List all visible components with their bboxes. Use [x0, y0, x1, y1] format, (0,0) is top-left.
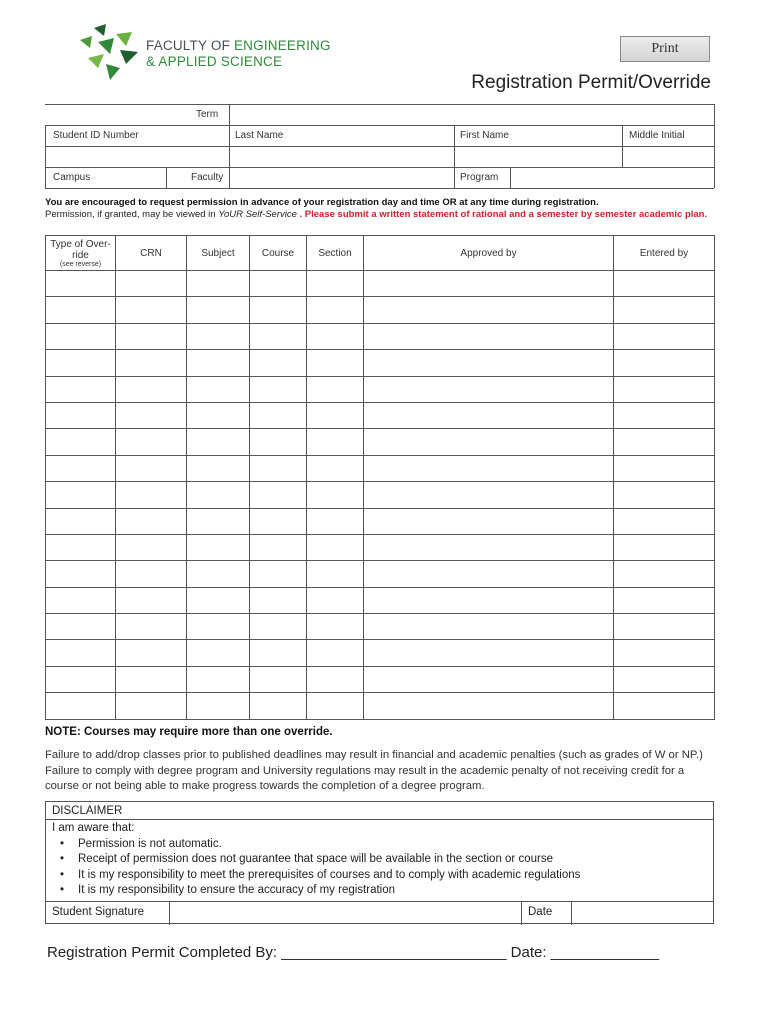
table-cell-input[interactable] — [307, 640, 364, 666]
table-cell-input[interactable] — [307, 587, 364, 613]
table-cell-input[interactable] — [364, 614, 614, 640]
table-cell-input[interactable] — [250, 561, 307, 587]
table-cell-input[interactable] — [364, 402, 614, 428]
table-row — [46, 350, 715, 376]
completed-by-line: Registration Permit Completed By: ___________________________ Date: _____________ — [47, 944, 660, 961]
table-cell-input[interactable] — [116, 271, 187, 297]
table-row — [46, 534, 715, 560]
table-cell-input[interactable] — [250, 693, 307, 719]
table-cell-input[interactable] — [307, 376, 364, 402]
table-cell-input[interactable] — [46, 350, 116, 376]
table-cell-input[interactable] — [116, 297, 187, 323]
table-cell-input[interactable] — [614, 455, 715, 481]
table-cell-input[interactable] — [307, 402, 364, 428]
table-cell-input[interactable] — [187, 350, 250, 376]
table-cell-input[interactable] — [307, 271, 364, 297]
table-row — [46, 587, 715, 613]
table-cell-input[interactable] — [187, 402, 250, 428]
table-cell-input[interactable] — [364, 587, 614, 613]
table-cell-input[interactable] — [46, 614, 116, 640]
table-cell-input[interactable] — [614, 666, 715, 692]
table-cell-input[interactable] — [307, 455, 364, 481]
faculty-label: Faculty — [191, 172, 224, 183]
table-cell-input[interactable] — [364, 640, 614, 666]
table-cell-input[interactable] — [250, 482, 307, 508]
table-cell-input[interactable] — [364, 666, 614, 692]
table-cell-input[interactable] — [187, 693, 250, 719]
table-cell-input[interactable] — [307, 350, 364, 376]
table-cell-input[interactable] — [307, 534, 364, 560]
table-row — [46, 693, 715, 719]
table-cell-input[interactable] — [116, 640, 187, 666]
table-cell-input[interactable] — [307, 508, 364, 534]
permission-notice — [45, 197, 715, 221]
table-cell-input[interactable] — [187, 429, 250, 455]
table-cell-input[interactable] — [116, 693, 187, 719]
table-cell-input[interactable] — [364, 534, 614, 560]
table-cell-input[interactable] — [46, 376, 116, 402]
table-cell-input[interactable] — [46, 587, 116, 613]
table-cell-input[interactable] — [614, 271, 715, 297]
table-cell-input[interactable] — [46, 482, 116, 508]
table-cell-input[interactable] — [187, 455, 250, 481]
date-label: Date — [522, 902, 572, 925]
table-row — [46, 508, 715, 534]
notice-bold-line: You are encouraged to request permission in advance of your registration day and time OR at any time during registration. — [45, 197, 599, 208]
table-cell-input[interactable] — [116, 534, 187, 560]
student-signature-label: Student Signature — [46, 902, 170, 925]
table-cell-input[interactable] — [116, 614, 187, 640]
term-label: Term — [196, 109, 219, 120]
disclaimer-item: • It is my responsibility to meet the prerequisites of courses and to comply with academic regulations — [58, 868, 580, 884]
signature-row — [46, 901, 713, 924]
table-cell-input[interactable] — [250, 508, 307, 534]
table-cell-input[interactable] — [116, 482, 187, 508]
table-row — [46, 323, 715, 349]
table-row — [46, 429, 715, 455]
table-cell-input[interactable] — [46, 508, 116, 534]
table-cell-input[interactable] — [614, 482, 715, 508]
table-cell-input[interactable] — [364, 271, 614, 297]
table-cell-input[interactable] — [187, 587, 250, 613]
table-cell-input[interactable] — [307, 614, 364, 640]
table-cell-input[interactable] — [116, 402, 187, 428]
table-cell-input[interactable] — [614, 376, 715, 402]
table-cell-input[interactable] — [250, 666, 307, 692]
col-header-crn: CRN — [116, 236, 187, 271]
table-cell-input[interactable] — [364, 350, 614, 376]
table-cell-input[interactable] — [187, 508, 250, 534]
table-cell-input[interactable] — [614, 350, 715, 376]
failure-warning: Failure to add/drop classes prior to published deadlines may result in financial and academic penalties (such as grades of W or NP.) Failure to comply with degree program and University regulations may result in the academic penalty of not receiving credit for a course or not being able to make progress towards the completion of a degree program. — [45, 749, 703, 792]
first-name-input[interactable] — [455, 147, 622, 167]
first-name-label: First Name — [460, 130, 509, 141]
type-header-sub: (see reverse) — [59, 260, 102, 268]
table-cell-input[interactable] — [250, 402, 307, 428]
table-cell-input[interactable] — [46, 640, 116, 666]
student-id-label: Student ID Number — [53, 130, 139, 141]
table-cell-input[interactable] — [187, 534, 250, 560]
table-cell-input[interactable] — [46, 297, 116, 323]
table-cell-input[interactable] — [116, 561, 187, 587]
disclaimer-title: DISCLAIMER — [46, 802, 713, 820]
faculty-input[interactable] — [230, 168, 454, 188]
table-cell-input[interactable] — [250, 376, 307, 402]
table-cell-input[interactable] — [250, 455, 307, 481]
table-cell-input[interactable] — [250, 429, 307, 455]
table-cell-input[interactable] — [187, 376, 250, 402]
table-cell-input[interactable] — [187, 482, 250, 508]
notice-red-text: . Please submit a written statement of rational and a semester by semester academic plan. — [296, 209, 708, 220]
table-cell-input[interactable] — [614, 323, 715, 349]
table-cell-input[interactable] — [364, 508, 614, 534]
self-service-text: YoUR Self-Service — [218, 209, 297, 220]
table-row — [46, 561, 715, 587]
term-input[interactable] — [230, 105, 714, 125]
faculty-line1-highlight: ENGINEERING — [233, 38, 331, 53]
table-cell-input[interactable] — [116, 323, 187, 349]
faculty-line2: & APPLIED SCIENCE — [146, 54, 283, 69]
table-cell-input[interactable] — [250, 297, 307, 323]
table-cell-input[interactable] — [46, 561, 116, 587]
table-cell-input[interactable] — [250, 640, 307, 666]
table-row — [46, 455, 715, 481]
page-title: Registration Permit/Override — [471, 72, 711, 93]
table-header-row — [46, 236, 715, 271]
table-row — [46, 297, 715, 323]
table-cell-input[interactable] — [187, 323, 250, 349]
table-cell-input[interactable] — [187, 561, 250, 587]
disclaimer-item: • Receipt of permission does not guarantee that space will be available in the section or course — [58, 852, 580, 868]
table-cell-input[interactable] — [116, 429, 187, 455]
student-id-input[interactable] — [46, 147, 229, 167]
disclaimer-body — [52, 821, 580, 899]
table-cell-input[interactable] — [614, 693, 715, 719]
disclaimer-box — [45, 801, 714, 924]
type-header-text: Type of Over-ride — [50, 238, 111, 261]
table-cell-input[interactable] — [46, 323, 116, 349]
table-cell-input[interactable] — [46, 429, 116, 455]
table-cell-input[interactable] — [46, 271, 116, 297]
last-name-input[interactable] — [230, 147, 454, 167]
col-header-section: Section — [307, 236, 364, 271]
table-cell-input[interactable] — [250, 534, 307, 560]
table-cell-input[interactable] — [187, 271, 250, 297]
table-cell-input[interactable] — [614, 297, 715, 323]
table-cell-input[interactable] — [250, 323, 307, 349]
table-row — [46, 640, 715, 666]
table-cell-input[interactable] — [614, 402, 715, 428]
table-cell-input[interactable] — [364, 561, 614, 587]
col-header-subject: Subject — [187, 236, 250, 271]
campus-input[interactable] — [110, 168, 166, 188]
table-cell-input[interactable] — [307, 297, 364, 323]
table-cell-input[interactable] — [46, 534, 116, 560]
program-input[interactable] — [511, 168, 714, 188]
table-cell-input[interactable] — [364, 376, 614, 402]
table-cell-input[interactable] — [364, 323, 614, 349]
col-header-type — [46, 236, 116, 271]
table-cell-input[interactable] — [614, 561, 715, 587]
faculty-name — [146, 38, 331, 70]
table-cell-input[interactable] — [614, 429, 715, 455]
table-cell-input[interactable] — [614, 534, 715, 560]
table-cell-input[interactable] — [116, 350, 187, 376]
middle-initial-label: Middle Initial — [629, 130, 685, 141]
table-cell-input[interactable] — [364, 482, 614, 508]
table-row — [46, 482, 715, 508]
disclaimer-item: • It is my responsibility to ensure the accuracy of my registration — [58, 883, 580, 899]
table-cell-input[interactable] — [364, 693, 614, 719]
program-label: Program — [460, 172, 499, 183]
table-cell-input[interactable] — [187, 640, 250, 666]
table-cell-input[interactable] — [307, 429, 364, 455]
student-signature-input[interactable] — [170, 902, 522, 925]
col-header-approved-by: Approved by — [364, 236, 614, 271]
notice-permission-line — [45, 209, 715, 221]
table-cell-input[interactable] — [187, 666, 250, 692]
table-row — [46, 666, 715, 692]
override-table — [45, 235, 715, 720]
table-cell-input[interactable] — [364, 455, 614, 481]
table-row — [46, 271, 715, 297]
table-row — [46, 614, 715, 640]
table-cell-input[interactable] — [116, 508, 187, 534]
col-header-entered-by: Entered by — [614, 236, 715, 271]
print-button[interactable]: Print — [620, 36, 710, 62]
table-cell-input[interactable] — [116, 455, 187, 481]
faculty-line1: FACULTY OF — [146, 38, 231, 53]
table-cell-input[interactable] — [364, 429, 614, 455]
faculty-logo-mark-icon — [80, 24, 142, 82]
table-cell-input[interactable] — [116, 666, 187, 692]
date-input[interactable] — [572, 902, 713, 925]
table-cell-input[interactable] — [46, 693, 116, 719]
table-cell-input[interactable] — [364, 297, 614, 323]
middle-initial-input[interactable] — [623, 147, 714, 167]
table-cell-input[interactable] — [614, 640, 715, 666]
table-cell-input[interactable] — [614, 508, 715, 534]
table-cell-input[interactable] — [187, 297, 250, 323]
table-cell-input[interactable] — [307, 693, 364, 719]
table-cell-input[interactable] — [614, 614, 715, 640]
table-cell-input[interactable] — [614, 587, 715, 613]
last-name-label: Last Name — [235, 130, 284, 141]
table-cell-input[interactable] — [116, 587, 187, 613]
disclaimer-list — [58, 837, 580, 899]
table-cell-input[interactable] — [307, 561, 364, 587]
table-cell-input[interactable] — [116, 376, 187, 402]
table-cell-input[interactable] — [250, 350, 307, 376]
table-cell-input[interactable] — [307, 323, 364, 349]
table-cell-input[interactable] — [250, 614, 307, 640]
col-header-course: Course — [250, 236, 307, 271]
disclaimer-intro: I am aware that: — [52, 822, 135, 834]
notice-permission-text: Permission, if granted, may be viewed in — [45, 209, 219, 220]
table-cell-input[interactable] — [187, 614, 250, 640]
table-cell-input[interactable] — [46, 666, 116, 692]
table-row — [46, 376, 715, 402]
table-cell-input[interactable] — [250, 271, 307, 297]
table-row — [46, 402, 715, 428]
table-cell-input[interactable] — [46, 455, 116, 481]
disclaimer-item: • Permission is not automatic. — [58, 837, 580, 853]
note-title: NOTE: Courses may require more than one override. — [45, 726, 333, 738]
table-cell-input[interactable] — [307, 666, 364, 692]
table-cell-input[interactable] — [307, 482, 364, 508]
table-cell-input[interactable] — [46, 402, 116, 428]
table-cell-input[interactable] — [250, 587, 307, 613]
campus-label: Campus — [53, 172, 91, 183]
